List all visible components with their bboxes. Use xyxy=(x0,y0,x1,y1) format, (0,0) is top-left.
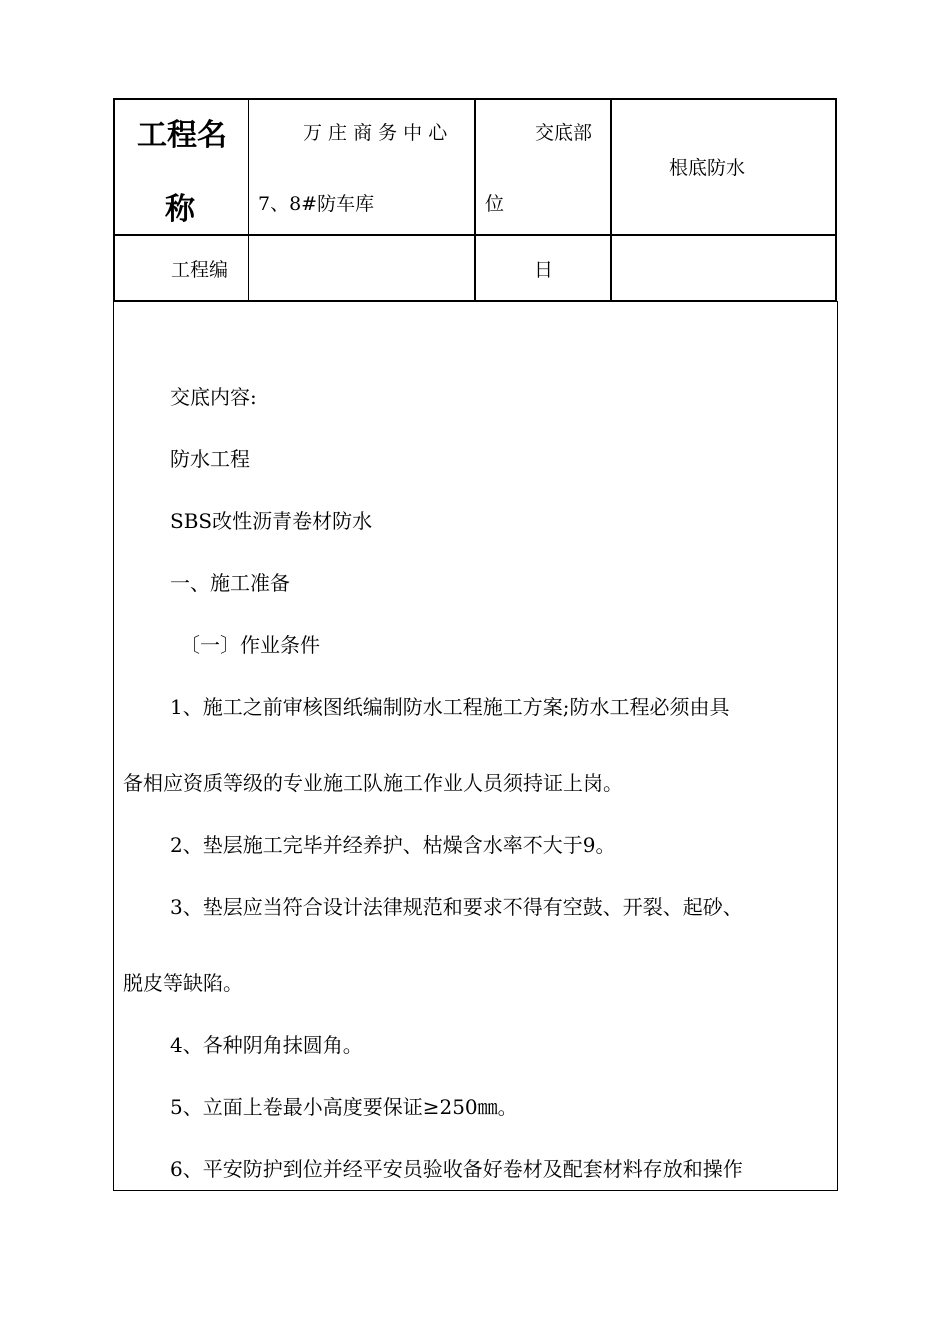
paragraph: 4、各种阴角抹圆角。 xyxy=(170,1033,363,1057)
paragraph: 脱皮等缺陷。 xyxy=(123,971,243,995)
header-table xyxy=(113,98,837,302)
paragraph: 备相应资质等级的专业施工队施工作业人员须持证上岗。 xyxy=(123,771,623,795)
table-col-divider-3 xyxy=(610,98,612,302)
project-no-label: 工程编 xyxy=(171,259,229,281)
table-border-right xyxy=(835,98,837,302)
paragraph: 5、立面上卷最小高度要保证≥250㎜。 xyxy=(170,1095,518,1119)
paragraph: 6、平安防护到位并经平安员验收备好卷材及配套材料存放和操作 xyxy=(170,1157,743,1181)
table-border-left xyxy=(113,98,115,302)
date-label: 日 xyxy=(534,259,554,281)
paragraph: 2、垫层施工完毕并经养护、枯燥含水率不大于9。 xyxy=(170,833,616,857)
paragraph: 1、施工之前审核图纸编制防水工程施工方案;防水工程必须由具 xyxy=(170,695,730,719)
subsection-title: 〔一〕作业条件 xyxy=(180,633,320,657)
section-title: 一、施工准备 xyxy=(170,571,290,595)
table-col-divider-2 xyxy=(474,98,476,302)
project-name-label-line2: 称 xyxy=(165,192,195,227)
table-col-divider-1 xyxy=(248,98,249,302)
location-label-line2: 位 xyxy=(485,193,505,215)
location-label-line1: 交底部 xyxy=(535,122,593,144)
project-name-label-line1: 工程名 xyxy=(137,118,227,153)
project-name-value-line2: 7、8#防车库 xyxy=(258,193,375,215)
paragraph: 防水工程 xyxy=(170,447,250,471)
location-value: 根底防水 xyxy=(669,157,746,179)
content-heading: 交底内容: xyxy=(170,385,257,409)
project-name-value-line1: 万 庄 商 务 中 心 xyxy=(303,122,448,144)
paragraph: 3、垫层应当符合设计法律规范和要求不得有空鼓、开裂、起砂、 xyxy=(170,895,743,919)
paragraph: SBS改性沥青卷材防水 xyxy=(170,509,373,533)
